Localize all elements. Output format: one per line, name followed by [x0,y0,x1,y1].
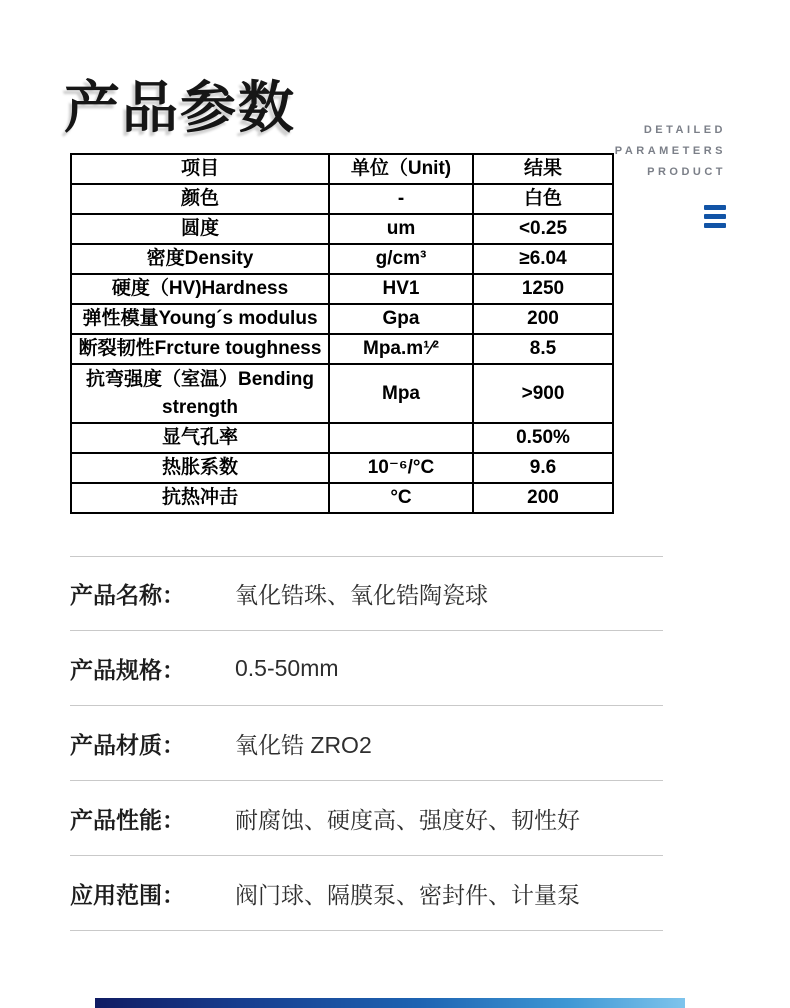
cell-item: 热胀系数 [71,453,329,483]
header-item: 项目 [71,154,329,184]
table-row [71,244,613,274]
cell-item: 硬度（HV)Hardness [71,274,329,304]
cell-item: 颜色 [71,184,329,214]
cell-unit: °C [329,483,473,513]
table-row [71,274,613,304]
table-row [71,184,613,214]
cell-result: 8.5 [473,334,613,364]
table-row [71,214,613,244]
table-row [71,483,613,513]
cell-unit [329,423,473,453]
cell-unit: - [329,184,473,214]
cell-unit: 10⁻⁶/°C [329,453,473,483]
spec-row-product-material [70,706,663,781]
cell-item: 断裂韧性Frcture toughness [71,334,329,364]
cell-item: 圆度 [71,214,329,244]
page-title: 产品参数 [64,76,296,139]
cell-unit: Mpa [329,364,473,423]
spec-value: 氧化锆 ZRO2 [235,731,372,758]
cell-result: 白色 [473,184,613,214]
cell-result: ≥6.04 [473,244,613,274]
header-result: 结果 [473,154,613,184]
spec-row-product-name [70,556,663,631]
parameters-table [70,153,614,514]
watermark-line-3: PRODUCT [647,166,726,178]
bottom-gradient-bar [95,998,685,1008]
spec-value: 阀门球、隔膜泵、密封件、计量泵 [235,881,580,908]
spec-label: 产品材质： [70,731,185,758]
table-header-row [71,154,613,184]
spec-row-application-range [70,856,663,931]
cell-result: 200 [473,483,613,513]
hamburger-menu-icon [704,205,726,228]
cell-unit: um [329,214,473,244]
table-row [71,364,613,423]
spec-label: 产品性能： [70,806,185,833]
cell-unit: Mpa.m¹⁄² [329,334,473,364]
spec-label: 产品名称： [70,582,185,608]
spec-list [70,556,663,931]
table-row [71,334,613,364]
cell-unit: HV1 [329,274,473,304]
cell-item: 密度Density [71,244,329,274]
hamburger-bar [704,214,726,219]
cell-result: 200 [473,304,613,334]
spec-value: 0.5-50mm [235,654,339,681]
cell-unit: Gpa [329,304,473,334]
cell-result: 9.6 [473,453,613,483]
table-row [71,304,613,334]
watermark-line-1: DETAILED [643,124,726,136]
spec-value: 氧化锆珠、氧化锆陶瓷球 [235,582,488,608]
table-row [71,423,613,453]
cell-result: 1250 [473,274,613,304]
cell-result: >900 [473,364,613,423]
cell-item: 弹性模量Young´s modulus [71,304,329,334]
spec-row-product-size [70,631,663,706]
cell-item: 显气孔率 [71,423,329,453]
spec-row-product-performance [70,781,663,856]
hamburger-bar [704,205,726,210]
spec-value: 耐腐蚀、硬度高、强度好、韧性好 [235,806,580,833]
hamburger-bar [704,223,726,228]
header-unit: 单位（Unit) [329,154,473,184]
cell-result: <0.25 [473,214,613,244]
spec-label: 产品规格： [70,656,185,683]
cell-result: 0.50% [473,423,613,453]
table-row [71,453,613,483]
cell-unit: g/cm³ [329,244,473,274]
watermark-line-2: PARAMETERS [614,145,726,157]
cell-item: 抗弯强度（室温）Bending strength [71,364,329,423]
spec-label: 应用范围： [70,881,185,908]
cell-item: 抗热冲击 [71,483,329,513]
